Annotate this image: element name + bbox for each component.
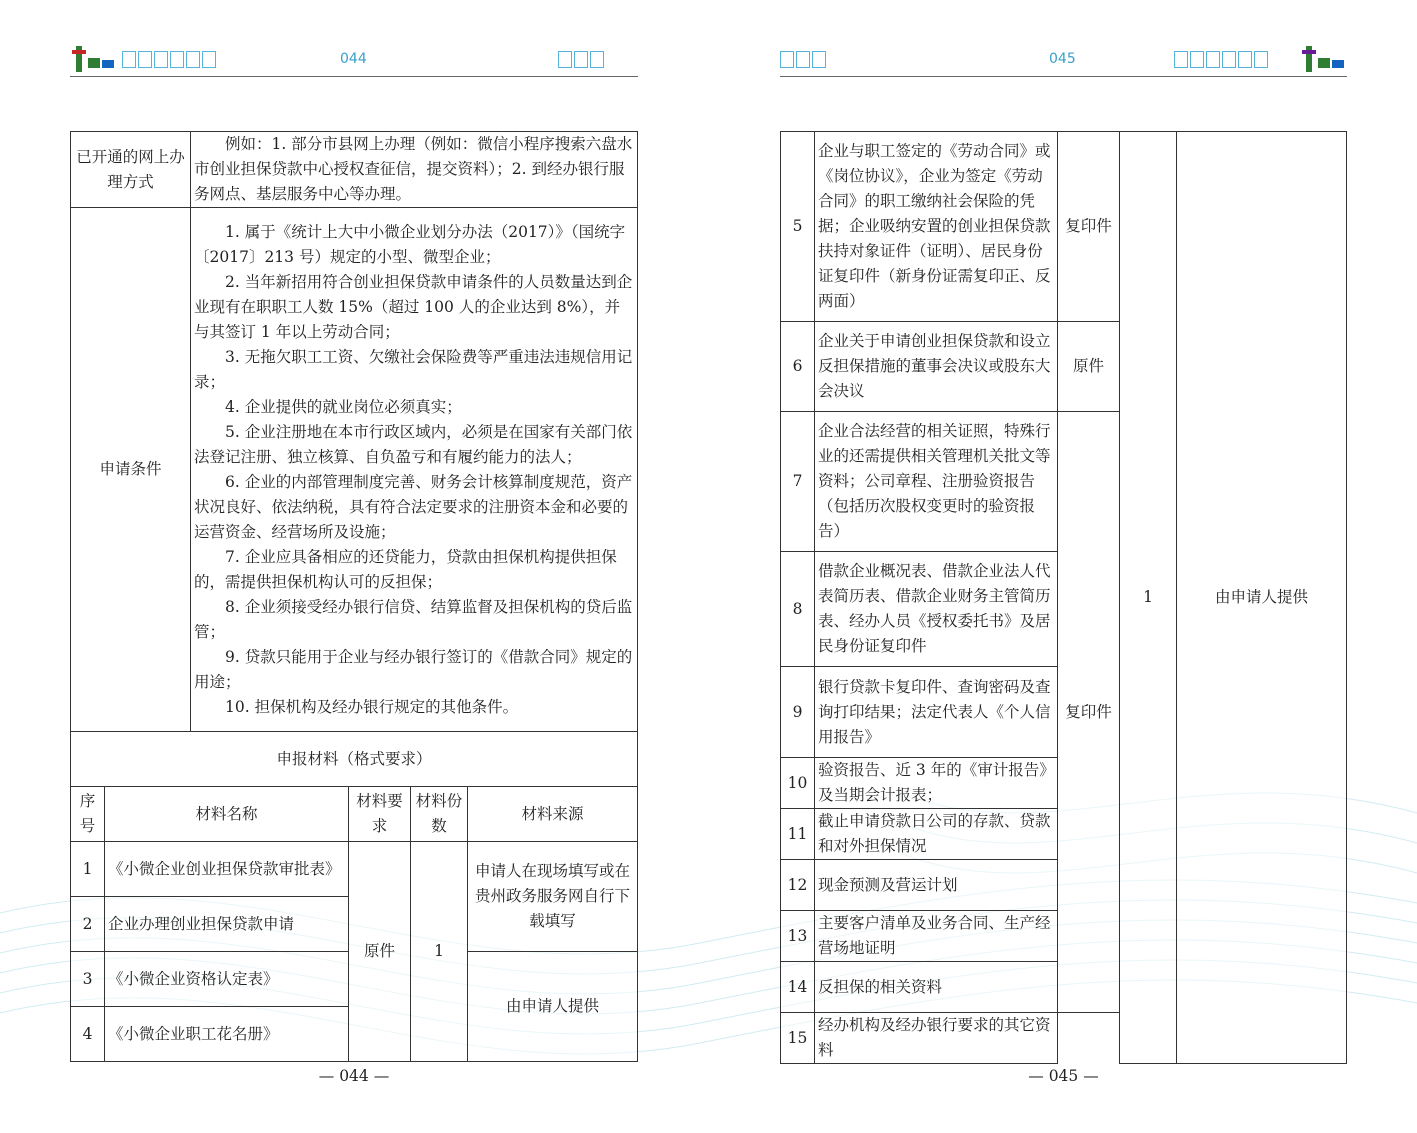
row-name: 经办机构及经办银行要求的其它资料: [815, 1013, 1058, 1064]
condition-item: 10. 担保机构及经办银行规定的其他条件。: [225, 697, 519, 716]
row-seq: 12: [781, 860, 815, 911]
logo-icon: [72, 42, 116, 76]
page-footer-right: — 045 —: [1028, 1067, 1099, 1085]
condition-item: 9. 贷款只能用于企业与经办银行签订的《借款合同》规定的用途；: [194, 647, 633, 691]
row-seq: 2: [71, 897, 105, 952]
row-name: 主要客户清单及业务合同、生产经营场地证明: [815, 911, 1058, 962]
row-name: 反担保的相关资料: [815, 962, 1058, 1013]
header-section-right: [780, 51, 826, 68]
conditions-label: 申请条件: [71, 208, 191, 732]
source-b: 由申请人提供: [468, 952, 638, 1062]
header-section-left: [558, 51, 604, 68]
page-header-right: [780, 40, 1347, 77]
row-seq: 15: [781, 1013, 815, 1064]
row-name: 《小微企业创业担保贷款审批表》: [105, 842, 349, 897]
row-name: 企业关于申请创业担保贷款和设立反担保措施的董事会决议或股东大会决议: [815, 322, 1058, 412]
logo-icon: [1302, 42, 1346, 76]
row-name: 《小微企业职工花名册》: [105, 1007, 349, 1062]
count-value: 1: [1120, 132, 1177, 1064]
header-page-number: 045: [1049, 51, 1076, 67]
materials-table-continued: [780, 131, 1347, 1064]
row-name: 现金预测及营运计划: [815, 860, 1058, 911]
condition-item: 2. 当年新招用符合创业担保贷款申请条件的人员数量达到企业现有在职职工人数 15%（超过 100 人的企业达到 8%），并与其签订 1 年以上劳动合同；: [194, 272, 633, 341]
row-name: 验资报告、近 3 年的《审计报告》及当期会计报表；: [815, 758, 1058, 809]
row-name: 企业与职工签定的《劳动合同》或《岗位协议》，企业为签定《劳动合同》的职工缴纳社会保险的凭据；企业吸纳安置的创业担保贷款扶持对象证件（证明）、居民身份证复印件（新身份证需复印正、反两面）: [815, 132, 1058, 322]
condition-item: 1. 属于《统计上大中小微企业划分办法（2017）》（国统字〔2017〕213 号）规定的小型、微型企业；: [194, 222, 626, 266]
online-text: 例如：1. 部分市县网上办理（例如：微信小程序搜索六盘水市创业担保贷款中心授权查征信，提交资料）；2. 到经办银行服务网点、基层服务中心等办理。: [191, 132, 638, 208]
materials-title: 申报材料（格式要求）: [71, 732, 638, 787]
conditions-cell: [191, 208, 638, 732]
condition-item: 4. 企业提供的就业岗位必须真实；: [225, 397, 462, 416]
req-copy-2: 复印件: [1058, 412, 1120, 1013]
col-header-source: 材料来源: [468, 787, 638, 842]
row-seq: 11: [781, 809, 815, 860]
row-name: 借款企业概况表、借款企业法人代表简历表、借款企业财务主管简历表、经办人员《授权委托书》及居民身份证复印件: [815, 552, 1058, 667]
row-seq: 13: [781, 911, 815, 962]
row-seq: 3: [71, 952, 105, 1007]
materials-table: [70, 731, 638, 1062]
row-seq: 7: [781, 412, 815, 552]
col-header-req: 材料要求: [349, 787, 411, 842]
header-title-left: [122, 51, 216, 68]
page-footer-left: — 044 —: [318, 1067, 390, 1085]
req-original: 原件: [1058, 322, 1120, 412]
header-title-right: [1174, 51, 1268, 68]
source-a: 申请人在现场填写或在贵州政务服务网自行下载填写: [468, 842, 638, 952]
page-left: [70, 0, 638, 1133]
row-seq: 14: [781, 962, 815, 1013]
row-name: 企业办理创业担保贷款申请: [105, 897, 349, 952]
req-value: 原件: [349, 842, 411, 1062]
condition-item: 6. 企业的内部管理制度完善、财务会计核算制度规范，资产状况良好、依法纳税，具有符合法定要求的注册资本金和必要的运营资金、经营场所及设施；: [194, 472, 633, 541]
row-name: 截止申请贷款日公司的存款、贷款和对外担保情况: [815, 809, 1058, 860]
page-header-left: [70, 40, 638, 77]
condition-item: 8. 企业须接受经办银行信贷、结算监督及担保机构的贷后监管；: [194, 597, 633, 641]
row-name: 《小微企业资格认定表》: [105, 952, 349, 1007]
row-seq: 5: [781, 132, 815, 322]
header-page-number: 044: [340, 51, 367, 67]
col-header-name: 材料名称: [105, 787, 349, 842]
row-seq: 10: [781, 758, 815, 809]
row-seq: 8: [781, 552, 815, 667]
condition-item: 7. 企业应具备相应的还贷能力，贷款由担保机构提供担保的，需提供担保机构认可的反担保；: [194, 547, 617, 591]
online-label: 已开通的网上办理方式: [71, 132, 191, 208]
row-name: 企业合法经营的相关证照，特殊行业的还需提供相关管理机关批文等资料；公司章程、注册验资报告（包括历次股权变更时的验资报告）: [815, 412, 1058, 552]
row-seq: 1: [71, 842, 105, 897]
page-right: [780, 0, 1347, 1133]
row-seq: 4: [71, 1007, 105, 1062]
row-seq: 6: [781, 322, 815, 412]
col-header-count: 材料份数: [411, 787, 468, 842]
source-value: 由申请人提供: [1177, 132, 1347, 1064]
count-value: 1: [411, 842, 468, 1062]
row-seq: 9: [781, 667, 815, 758]
condition-item: 3. 无拖欠职工工资、欠缴社会保险费等严重违法违规信用记录；: [194, 347, 633, 391]
req-copy: 复印件: [1058, 132, 1120, 322]
col-header-seq: 序号: [71, 787, 105, 842]
left-info-table: [70, 131, 638, 732]
row-name: 银行贷款卡复印件、查询密码及查询打印结果；法定代表人《个人信用报告》: [815, 667, 1058, 758]
condition-item: 5. 企业注册地在本市行政区域内，必须是在国家有关部门依法登记注册、独立核算、自负盈亏和有履约能力的法人；: [194, 422, 633, 466]
